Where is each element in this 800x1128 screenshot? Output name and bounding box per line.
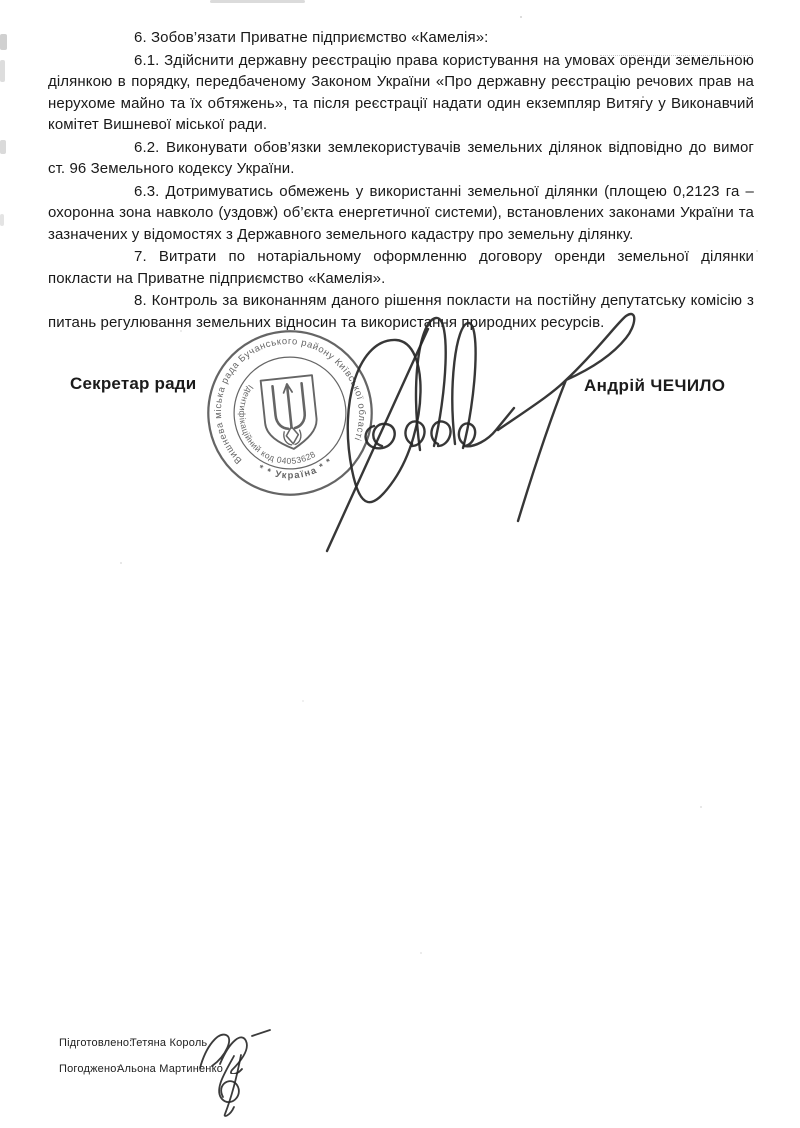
stamp-bottom-text: * * Україна * * <box>256 455 336 482</box>
stamp-outer-text: Вишнева міська рада Бучанського району Київської області <box>212 335 368 466</box>
scan-smudge <box>0 60 5 82</box>
agreed-signature-ink <box>196 1052 262 1118</box>
signature-stroke <box>252 1030 270 1036</box>
secretary-signature-ink <box>320 298 640 560</box>
scan-smudge <box>0 214 4 226</box>
body-paragraph: 7. Витрати по нотаріальному оформленню договору оренди земельної ділянки покласти на Приватне підприємство «Камелія». <box>48 248 754 287</box>
agreed-label: Погоджено: <box>59 1063 120 1075</box>
svg-text:Ідентифікаційний код 04053628 <box>234 377 318 471</box>
document-body <box>48 27 754 334</box>
signature-stroke <box>348 340 421 502</box>
scan-smudge <box>210 0 305 3</box>
body-paragraph: 6.1. Здійснити державну реєстрацію права користування на умовах оренди земельною ділянкою в порядку, передбаченому Законом України «Про державну реєстрацію речових прав на нерухоме майно та їх обтяжень», та після реєстрації надати один екземпляр Витягу у Виконавчий комітет Вишневої міської ради. <box>48 51 754 133</box>
prepared-label: Підготовлено: <box>59 1037 133 1049</box>
body-paragraph: 6. Зобов’язати Приватне підприємство «Камелія»: <box>134 29 489 46</box>
agreed-name: Альона Мартиненко <box>117 1063 224 1075</box>
signature-stroke <box>498 314 634 521</box>
trident-emblem-icon <box>261 375 320 451</box>
body-paragraph: 6.2. Виконувати обов’язки землекористувачів земельних ділянок відповідно до вимог ст. 96 Земельного кодексу України. <box>48 138 754 177</box>
signatory-role: Секретар ради <box>70 374 197 393</box>
stamp-inner-text: Ідентифікаційний код 04053628 <box>237 383 318 466</box>
signatory-name: Андрій ЧЕЧИЛО <box>584 376 726 395</box>
signature-stroke <box>225 1055 241 1116</box>
body-paragraph: 8. Контроль за виконанням даного рішення покласти на постійну депутатську комісію з питань регулювання земельних відносин та використання природних ресурсів. <box>48 292 754 331</box>
body-paragraph: 6.3. Дотримуватись обмежень у використанні земельної ділянки (площею 0,2123 га – охоронна зона навколо (уздовж) об’єкта енергетичної системи), встановлених законами України та зазначених у відомостях з Державного земельного кадастру про земельну ділянку. <box>48 182 754 243</box>
scan-smudge <box>0 140 6 154</box>
prepared-name: Тетяна Король <box>130 1037 208 1049</box>
scan-specks <box>0 0 2 2</box>
scan-smudge <box>0 34 7 50</box>
